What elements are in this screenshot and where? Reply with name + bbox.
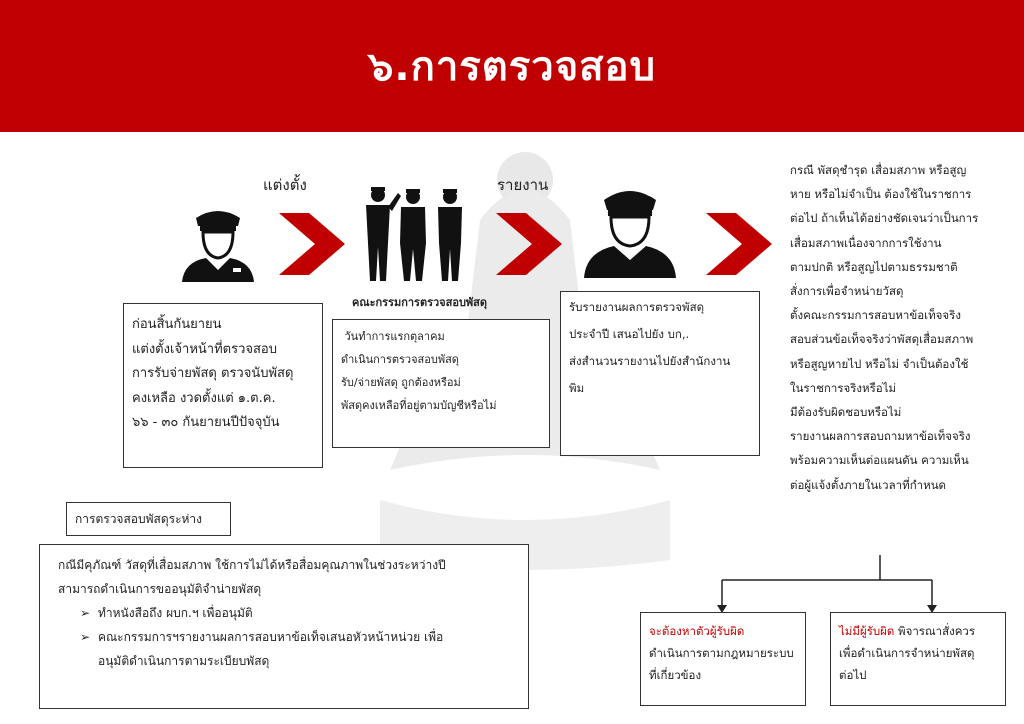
- step3-line: ประจำปี เสนอไปยัง บก,.: [569, 327, 690, 341]
- three-officers-icon: [358, 183, 468, 283]
- arrow-bullet-icon: ➢: [80, 606, 91, 620]
- disposal-line: ตามปกติ หรือสูญไปตามธรรมชาติ: [790, 259, 958, 274]
- outcome-not-liable-box: [830, 612, 1006, 706]
- chevron-right-icon: [279, 213, 347, 275]
- outcome-not-liable-title: ไม่มีผู้รับผิด: [839, 624, 895, 638]
- step3-line: พิม: [569, 381, 585, 395]
- step1-line: แต่งตั้งเจ้าหน้าที่ตรวจสอบ: [132, 341, 277, 357]
- interim-title-box: [66, 502, 231, 536]
- step2-line: วันทำการแรกตุลาคม: [341, 330, 445, 343]
- disposal-line: ในราชการจริงหรือไม่: [790, 380, 897, 395]
- disposal-line: สอบส่วนข้อเท็จจริงว่าพัสดุเสื่อมสภาพ: [790, 332, 974, 347]
- arrow-bullet-icon: ➢: [80, 630, 91, 644]
- outcome-liable-line: ดำเนินการตามกฎหมายระบบ: [649, 646, 794, 660]
- officer-icon: [176, 200, 260, 284]
- appoint-label: แต่งตั้ง: [263, 176, 307, 194]
- outcome-liable-box: [640, 612, 806, 706]
- step2-line: พัสดุคงเหลือที่อยู่ตามบัญชีหรือไม่: [341, 399, 497, 412]
- interim-detail-box: [39, 544, 529, 709]
- step3-line: ส่งสำนวนรายงานไปยังสำนักงาน: [569, 354, 731, 368]
- step3-line: รับรายงานผลการตรวจพัสดุ: [569, 300, 705, 314]
- interim-bullet-text: ทำหนังสือถึง ผบก.ฯ เพื่ออนุมัติ: [98, 606, 253, 620]
- step1-line: คงเหลือ งวดตั้งแต่ ๑.ต.ค.: [132, 390, 276, 406]
- outcome-not-liable-line: เพื่อดำเนินการจำหน่ายพัสดุ: [839, 646, 975, 660]
- step3-box: [560, 291, 760, 456]
- step1-box: [123, 303, 323, 468]
- header-banner: [0, 0, 1024, 132]
- interim-line: กณีมีคุภัณฑ์ วัสดุที่เสื่อมสภาพ ใช้การไม่ได้หรือสื่อมคุณภาพในช่วงระหว่างปี: [58, 558, 446, 572]
- disposal-line: เสื่อมสภาพเนื่องจากการใช้งาน: [790, 235, 942, 250]
- interim-bullet-text: อนุมัติดำเนินการตามระเบียบพัสดุ: [98, 654, 270, 668]
- interim-line: สามารถดำเนินการขออนุมัติจำน่ายพัสดุ: [58, 582, 262, 596]
- outcome-liable-line: ที่เกี่ยวข้อง: [649, 668, 702, 682]
- disposal-line: รายงานผลการสอบถามหาข้อเท็จจริง: [790, 429, 971, 444]
- interim-bullet: [58, 601, 510, 625]
- disposal-line: พร้อมความเห็นต่อแผนดัน ความเห็น: [790, 453, 969, 468]
- report-label: รายงาน: [497, 176, 549, 194]
- step1-line: ก่อนสิ้นกันยายน: [132, 317, 222, 332]
- disposal-line: ต่อไป ถ้าเห็นได้อย่างชัดเจนว่าเป็นการ: [790, 211, 979, 226]
- disposal-line: สั่งการเพื่อจำหน่ายวัสดุ: [790, 284, 904, 299]
- interim-bullet-cont: [58, 649, 510, 673]
- interim-title: การตรวจสอบพัสดุระห่าง: [75, 512, 203, 526]
- disposal-line: หาย หรือไม่จำเป็น ต้องใช้ในราชการ: [790, 187, 972, 202]
- step1-line: การรับจ่ายพัสดุ ตรวจนับพัสดุ: [132, 366, 294, 381]
- step1-line: ๖๖ - ๓๐ กันยายนปีปัจจุบัน: [132, 415, 280, 430]
- outcome-not-liable-line: ต่อไป: [839, 668, 867, 682]
- step2-line: รับ/จ่ายพัสดุ ถูกต้องหรือม่: [341, 376, 461, 389]
- disposal-text-block: [790, 158, 1015, 497]
- committee-caption: คณะกรรมการตรวจสอบพัสดุ: [352, 296, 488, 309]
- branch-connector: [700, 555, 960, 615]
- disposal-line: หรือสูญหายไป หรือไม่ จำเป็นต้องใช้: [790, 356, 969, 371]
- chevron-right-icon: [496, 213, 564, 275]
- disposal-line: มีต้องรับผิดชอบหรือไม่: [790, 405, 902, 420]
- commander-icon: [580, 178, 680, 280]
- disposal-line: ต่อผู้แจ้งตั้งภายในเวลาที่กำหนด: [790, 477, 947, 492]
- step2-line: ดำเนินการตรวจสอบพัสดุ: [341, 353, 459, 366]
- outcome-liable-title: จะต้องหาตัวผู้รับผิด: [649, 624, 745, 638]
- disposal-line: กรณี พัสดุชำรุด เสื่อมสภาพ หรือสูญ: [790, 163, 967, 177]
- chevron-right-icon: [706, 213, 774, 275]
- interim-bullet-text: คณะกรรมการฯรายงานผลการสอบหาข้อเท็จเสนอหัวหน้าหน่วย เพื่อ: [98, 630, 444, 644]
- interim-bullet: [58, 625, 510, 649]
- disposal-line: ตั้งคณะกรรมการสอบหาข้อเท็จจริง: [790, 308, 961, 323]
- outcome-not-liable-rest: พิจารณาสั่งควร: [894, 624, 976, 638]
- step2-box: [332, 319, 550, 448]
- page-title: ๖.การตรวจสอบ: [368, 44, 656, 90]
